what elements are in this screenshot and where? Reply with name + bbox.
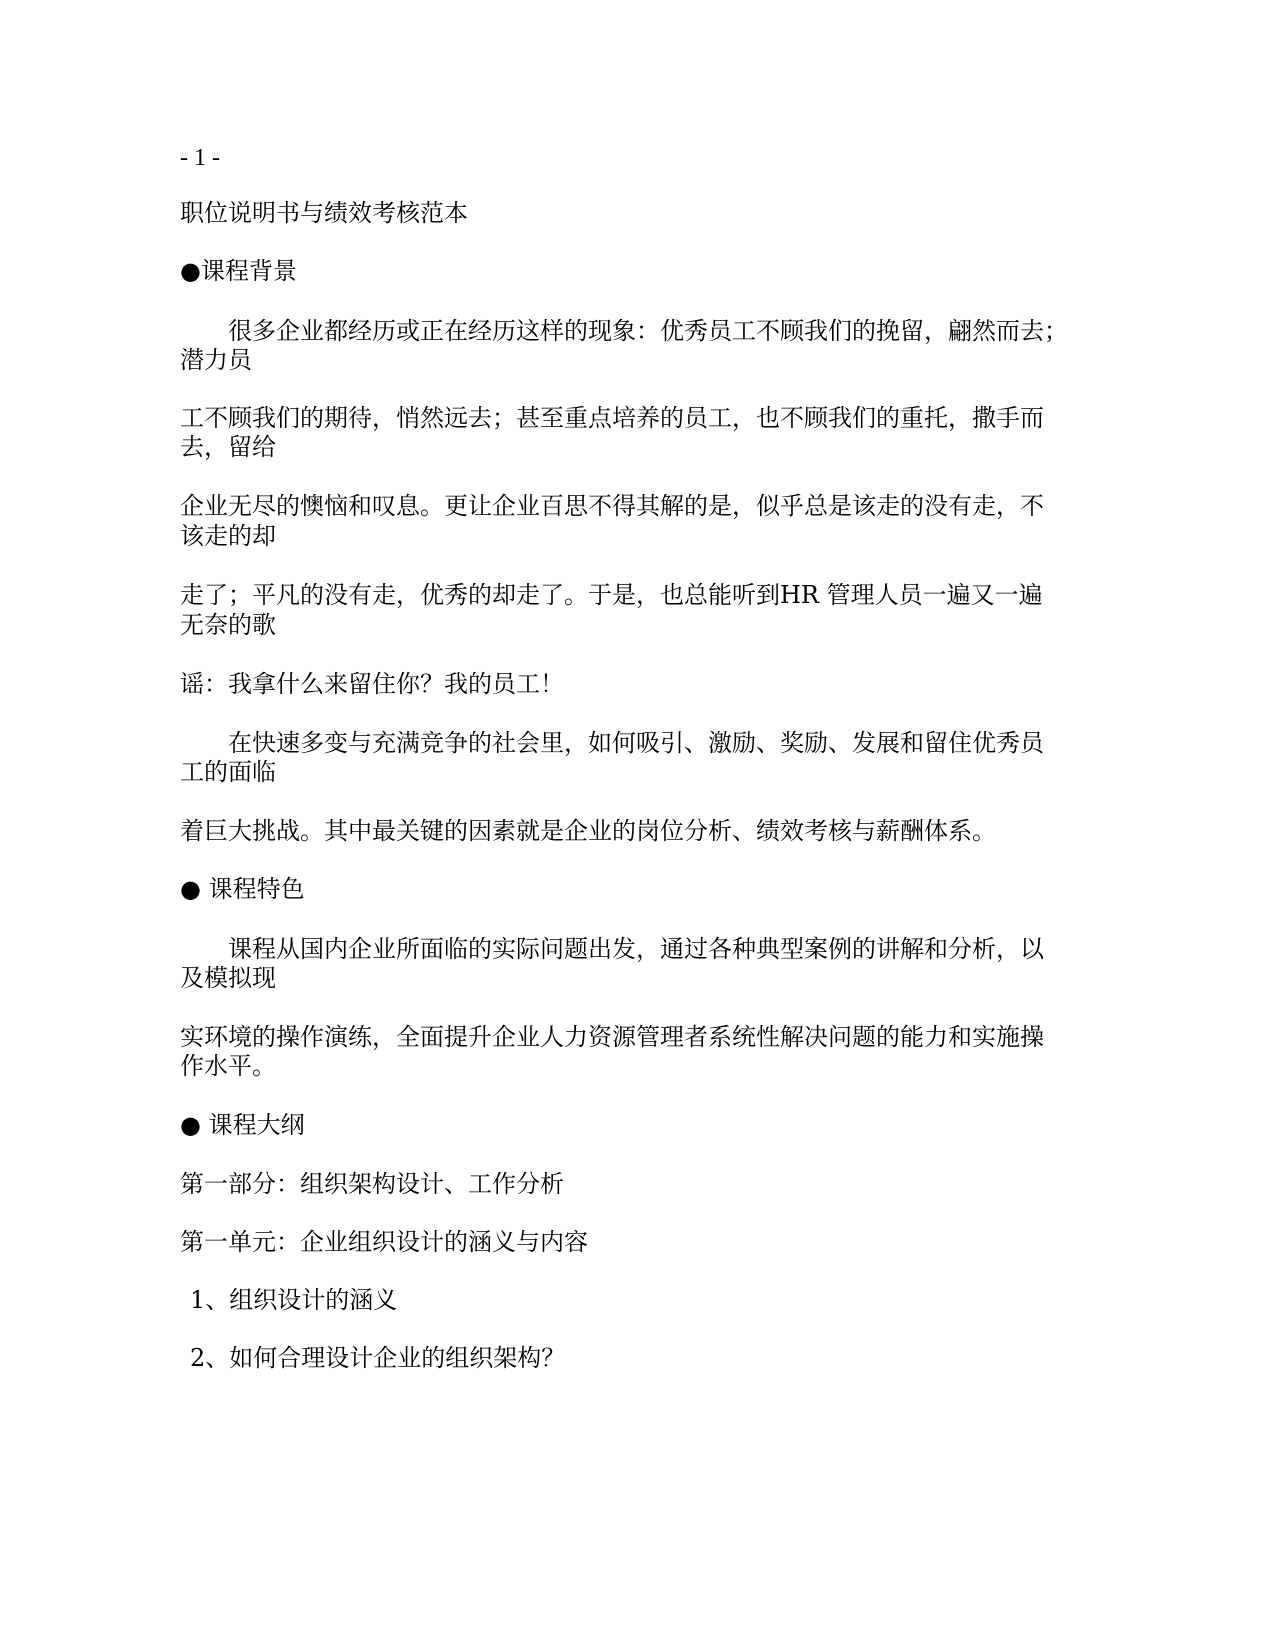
section-heading-background: ●课程背景 (180, 257, 297, 285)
paragraph-line: 潜力员 (180, 346, 252, 374)
paragraph-line: 走了；平凡的没有走，优秀的却走了。于是，也总能听到HR 管理人员一遍又一遍 (180, 581, 1043, 609)
paragraph-line: 谣：我拿什么来留住你？我的员工！ (180, 670, 564, 698)
paragraph-line: 该走的却 (180, 522, 276, 550)
paragraph-line: 及模拟现 (180, 964, 276, 992)
paragraph-line: 实环境的操作演练，全面提升企业人力资源管理者系统性解决问题的能力和实施操 (180, 1023, 1044, 1051)
paragraph-line: 课程从国内企业所面临的实际问题出发，通过各种典型案例的讲解和分析，以 (228, 935, 1044, 963)
paragraph-line: 很多企业都经历或正在经历这样的现象：优秀员工不顾我们的挽留，翩然而去； (228, 317, 1068, 345)
paragraph-line: 着巨大挑战。其中最关键的因素就是企业的岗位分析、绩效考核与薪酬体系。 (180, 817, 996, 845)
paragraph-line: 工的面临 (180, 758, 276, 786)
outline-part-heading: 第一部分：组织架构设计、工作分析 (180, 1170, 564, 1198)
outline-item: 1、组织设计的涵义 (190, 1286, 398, 1314)
paragraph-line: 去，留给 (180, 433, 276, 461)
paragraph-line: 无奈的歌 (180, 611, 276, 639)
outline-unit-heading: 第一单元：企业组织设计的涵义与内容 (180, 1228, 588, 1256)
document-title: 职位说明书与绩效考核范本 (180, 199, 468, 227)
section-heading-outline: ● 课程大纲 (180, 1111, 305, 1139)
paragraph-line: 企业无尽的懊恼和叹息。更让企业百思不得其解的是，似乎总是该走的没有走，不 (180, 492, 1044, 520)
page-number: - 1 - (180, 145, 220, 171)
outline-item: 2、如何合理设计企业的组织架构？ (190, 1344, 566, 1372)
paragraph-line: 作水平。 (180, 1052, 276, 1080)
paragraph-line: 在快速多变与充满竞争的社会里，如何吸引、激励、奖励、发展和留住优秀员 (228, 729, 1044, 757)
section-heading-features: ● 课程特色 (180, 875, 305, 903)
paragraph-line: 工不顾我们的期待，悄然远去；甚至重点培养的员工，也不顾我们的重托，撒手而 (180, 404, 1044, 432)
